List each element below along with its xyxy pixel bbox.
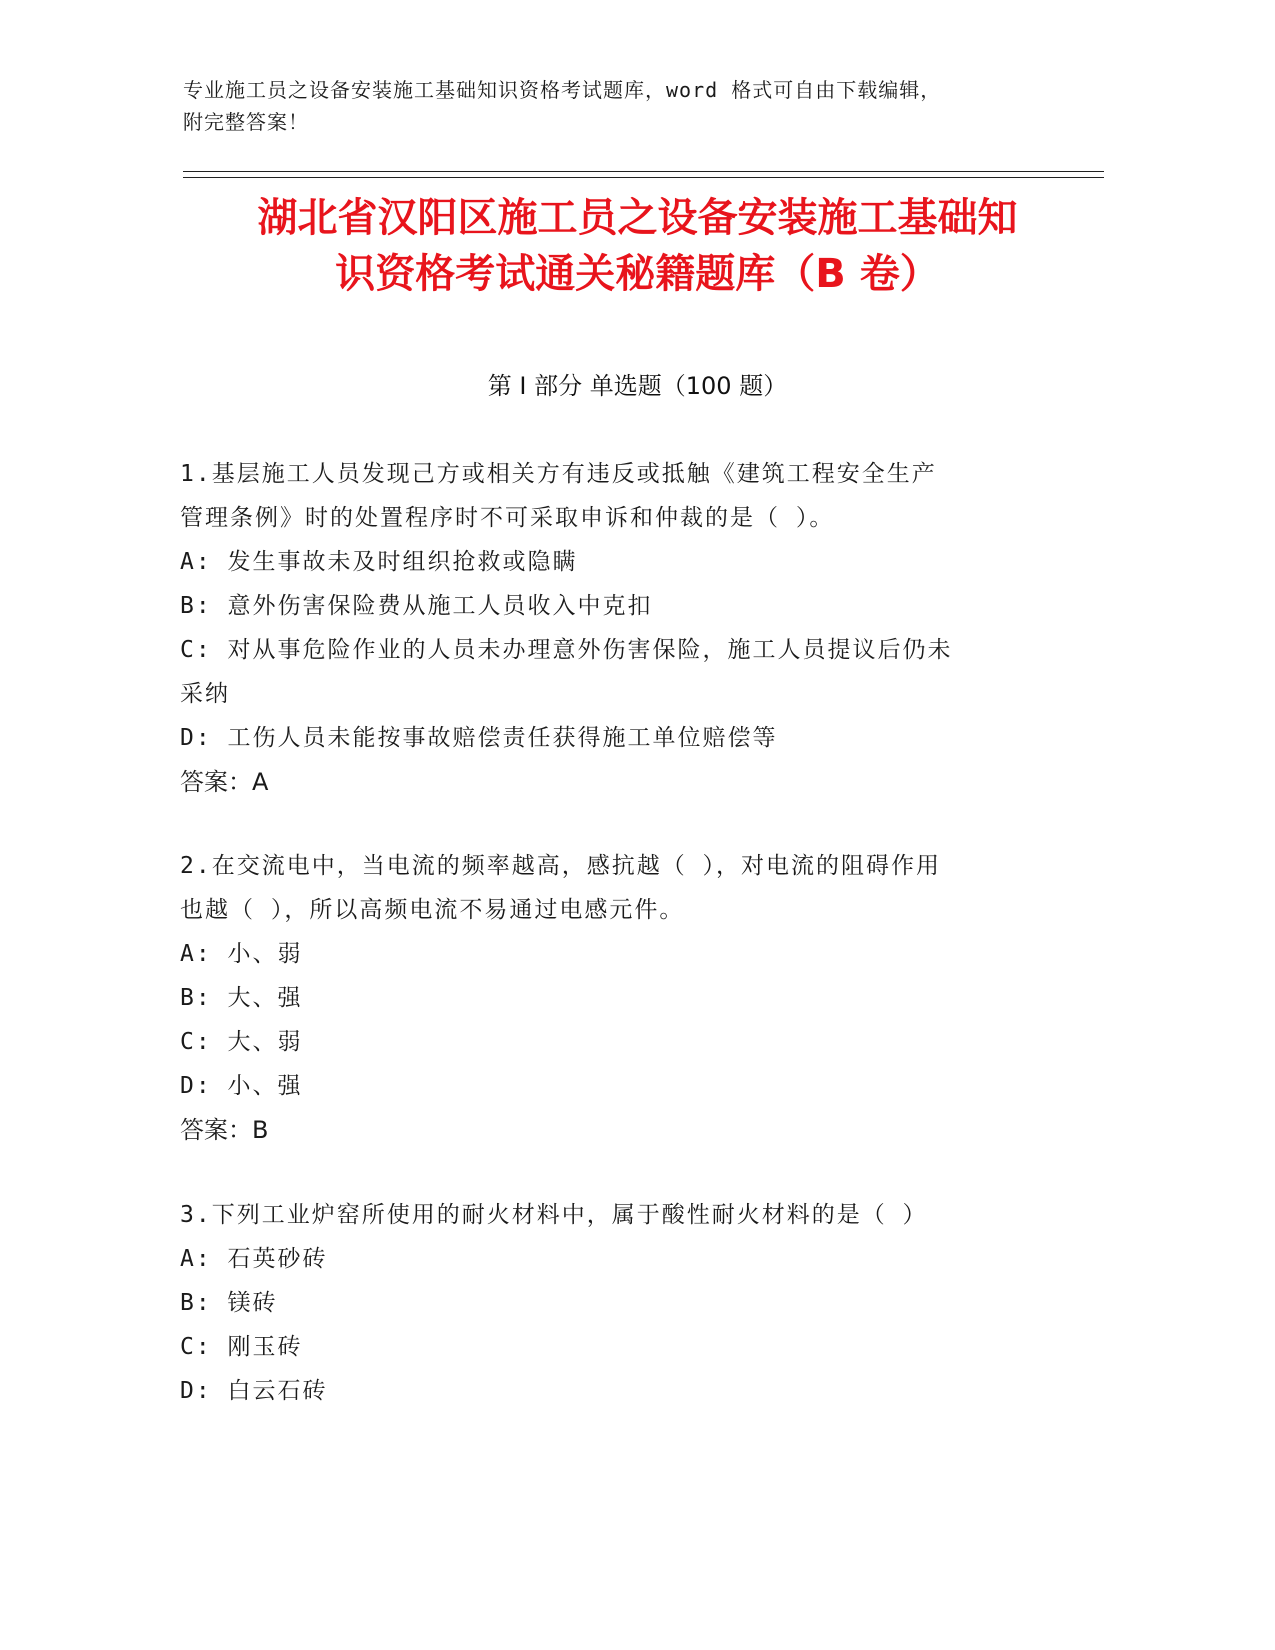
question-block	[180, 452, 1040, 804]
question-block	[180, 1193, 1040, 1413]
option-a: A: 小、弱	[180, 941, 303, 967]
option-d: D: 白云石砖	[180, 1378, 328, 1404]
answer: 答案：B	[180, 1116, 269, 1144]
option-c: C: 刚玉砖	[180, 1334, 303, 1360]
question-stem: 也越（ ），所以高频电流不易通过电感元件。	[180, 897, 685, 923]
question-block	[180, 844, 1040, 1152]
header-note	[183, 74, 1103, 138]
option-b: B: 意外伤害保险费从施工人员收入中克扣	[180, 593, 653, 619]
question-stem: 1.基层施工人员发现己方或相关方有违反或抵触《建筑工程安全生产	[180, 461, 937, 487]
option-c: C: 大、弱	[180, 1029, 303, 1055]
document-title-line: 湖北省汉阳区施工员之设备安装施工基础知	[257, 195, 1018, 241]
question-stem: 3.下列工业炉窑所使用的耐火材料中，属于酸性耐火材料的是（ ）	[180, 1202, 928, 1228]
question-stem: 2.在交流电中，当电流的频率越高，感抗越（ ），对电流的阻碍作用	[180, 853, 942, 879]
option-a: A: 石英砂砖	[180, 1246, 328, 1272]
header-note-line: 附完整答案！	[183, 110, 309, 134]
option-b: B: 大、强	[180, 985, 303, 1011]
option-a: A: 发生事故未及时组织抢救或隐瞒	[180, 549, 578, 575]
document-title-line: 识资格考试通关秘籍题库（B 卷）	[335, 251, 940, 297]
option-d: D: 工伤人员未能按事故赔偿责任获得施工单位赔偿等	[180, 725, 778, 751]
question-stem: 管理条例》时的处置程序时不可采取申诉和仲裁的是（ ）。	[180, 505, 835, 531]
section-title: 第 I 部分 单选题（100 题）	[487, 372, 788, 400]
option-c: C: 对从事危险作业的人员未办理意外伤害保险，施工人员提议后仍未	[180, 637, 953, 663]
header-note-line: 专业施工员之设备安装施工基础知识资格考试题库，word 格式可自由下载编辑，	[183, 78, 942, 102]
option-b: B: 镁砖	[180, 1290, 278, 1316]
answer: 答案：A	[180, 768, 269, 796]
header-divider	[183, 171, 1104, 172]
document-title	[150, 190, 1125, 302]
option-c: 采纳	[180, 681, 230, 707]
header-divider	[183, 177, 1104, 178]
option-d: D: 小、强	[180, 1073, 303, 1099]
